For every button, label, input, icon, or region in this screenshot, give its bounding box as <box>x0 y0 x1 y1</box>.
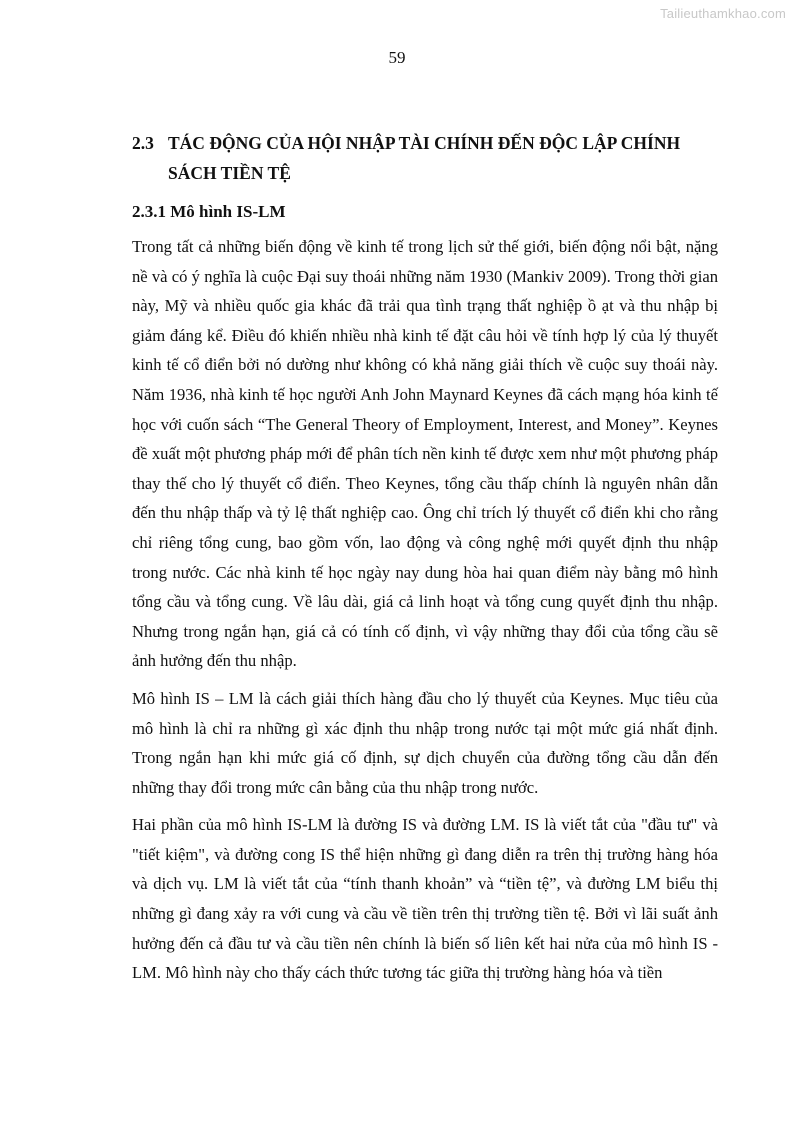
section-heading <box>132 128 718 188</box>
section-title-line2: SÁCH TIỀN TỆ <box>168 163 291 183</box>
watermark: Tailieuthamkhao.com <box>660 6 786 21</box>
paragraph-2: Mô hình IS – LM là cách giải thích hàng đầu cho lý thuyết của Keynes. Mục tiêu của mô hình là chỉ ra những gì xác định thu nhập trong nước tại một mức giá nhất định. Trong ngắn hạn khi mức giá cố định, sự dịch chuyển của đường tổng cầu dẫn đến những thay đổi trong mức cân bằng của thu nhập trong nước. <box>132 688 718 797</box>
page-number: 59 <box>388 48 406 67</box>
document-body <box>132 128 718 996</box>
paragraph-1: Trong tất cả những biến động về kinh tế trong lịch sử thế giới, biến động nổi bật, nặng nề và có ý nghĩa là cuộc Đại suy thoái những năm 1930 (Mankiv 2009). Trong thời gian này, Mỹ và nhiều quốc gia khác đã trải qua tình trạng thất nghiệp ồ ạt và thu nhập bị giảm đáng kể. Điều đó khiến nhiều nhà kinh tế đặt câu hỏi về tính hợp lý của lý thuyết kinh tế cổ điển bởi nó dường như không có khả năng giải thích về cuộc suy thoái này. Năm 1936, nhà kinh tế học người Anh John Maynard Keynes đã cách mạng hóa kinh tế học với cuốn sách “The General Theory of Employment, Interest, and Money”. Keynes đề xuất một phương pháp mới để phân tích nền kinh tế được xem như một phương pháp thay thế cho lý thuyết cổ điển. Theo Keynes, tổng cầu thấp chính là nguyên nhân dẫn đến thu nhập thấp và tỷ lệ thất nghiệp cao. Ông chỉ trích lý thuyết cổ điển khi cho rằng chỉ riêng tổng cung, bao gồm vốn, lao động và công nghệ mới quyết định thu nhập trong nước. Các nhà kinh tế học ngày nay dung hòa hai quan điểm này bằng mô hình tổng cầu và tổng cung. Về lâu dài, giá cả linh hoạt và tổng cung quyết định thu nhập. Nhưng trong ngắn hạn, giá cả có tính cố định, vì vậy những thay đổi của tổng cầu sẽ ảnh hưởng đến thu nhập. <box>132 237 718 671</box>
paragraph-3: Hai phần của mô hình IS-LM là đường IS và đường LM. IS là viết tắt của "đầu tư" và "tiết kiệm", và đường cong IS thể hiện những gì đang diễn ra trên thị trường hàng hóa và dịch vụ. LM là viết tắt của “tính thanh khoản” và “tiền tệ”, và đường LM biểu thị những gì đang xảy ra với cung và cầu về tiền trên thị trường tiền tệ. Bởi vì lãi suất ảnh hưởng đến cả đầu tư và cầu tiền nên chính là biến số liên kết hai nửa của mô hình IS - LM. Mô hình này cho thấy cách thức tương tác giữa thị trường hàng hóa và tiền <box>132 815 718 983</box>
section-number: 2.3 <box>132 133 154 153</box>
section-title-line1: TÁC ĐỘNG CỦA HỘI NHẬP TÀI CHÍNH ĐẾN ĐỘC LẬP CHÍNH <box>168 133 681 153</box>
subsection-heading: 2.3.1 Mô hình IS-LM <box>132 202 286 221</box>
